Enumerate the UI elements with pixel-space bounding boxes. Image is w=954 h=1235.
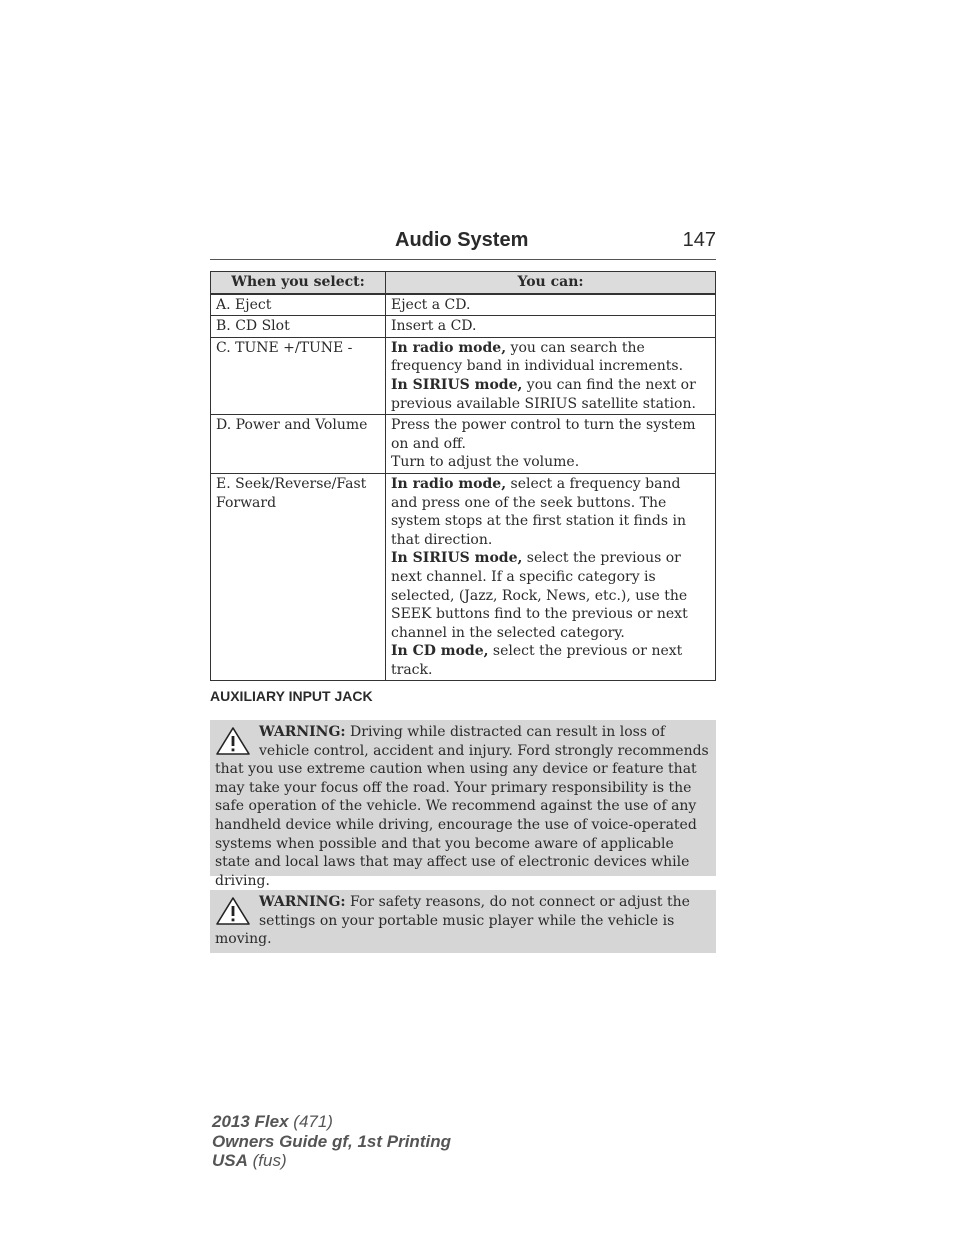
warning-box-music-player	[210, 890, 716, 953]
mode-label: In radio mode,	[391, 475, 507, 492]
description-paragraph	[391, 416, 710, 453]
control-description-cell	[386, 294, 716, 316]
description-paragraph	[391, 549, 710, 642]
warning-triangle-icon	[215, 726, 251, 756]
warning-box-distraction	[210, 720, 716, 889]
description-text: select the previous or next track.	[391, 643, 683, 678]
warning-label: WARNING:	[259, 894, 346, 910]
page-number: 147	[682, 229, 716, 251]
control-name-cell: D. Power and Volume	[211, 415, 386, 474]
description-paragraph	[391, 296, 710, 315]
description-text: Eject a CD.	[391, 296, 471, 313]
controls-table	[210, 271, 716, 681]
control-description-cell	[386, 316, 716, 338]
table-row	[211, 294, 716, 316]
mode-label: In SIRIUS mode,	[391, 376, 523, 393]
footer-line-guide: Owners Guide gf, 1st Printing	[212, 1131, 451, 1151]
column-header-can: You can:	[386, 272, 716, 294]
description-paragraph	[391, 642, 710, 679]
table-row	[211, 415, 716, 474]
description-text: you can find the next or previous available SIRIUS satellite station.	[391, 376, 696, 412]
warning-text: For safety reasons, do not connect or adjust the settings on your portable music player while the vehicle is moving.	[215, 894, 690, 948]
table-header-row	[211, 272, 716, 294]
description-paragraph	[391, 376, 710, 413]
table-row	[211, 316, 716, 338]
description-text: Press the power control to turn the system on and off.	[391, 417, 696, 452]
page-header	[210, 229, 716, 260]
description-paragraph	[391, 453, 710, 472]
footer-line-market: USA (fus)	[212, 1151, 287, 1170]
document-footer	[212, 1112, 451, 1171]
description-text: Turn to adjust the volume.	[391, 454, 580, 471]
control-description-cell	[386, 415, 716, 474]
control-description-cell	[386, 337, 716, 414]
control-name-cell: A. Eject	[211, 294, 386, 316]
mode-label: In SIRIUS mode,	[391, 550, 523, 567]
description-paragraph	[391, 339, 710, 376]
table-row	[211, 473, 716, 681]
description-text: select a frequency band and press one of the seek buttons. The system stops at the first station it finds in that direction.	[391, 475, 686, 548]
footer-line-model: 2013 Flex (471)	[212, 1112, 333, 1131]
warning-label: WARNING:	[259, 724, 346, 740]
description-text: select the previous or next channel. If a specific category is selected, (Jazz, Rock, News, etc.), use the SEEK buttons find to the previous or next channel in the selected category.	[391, 550, 688, 641]
warning-triangle-icon	[215, 896, 251, 926]
control-name-cell: B. CD Slot	[211, 316, 386, 338]
control-name-cell: C. TUNE +/TUNE -	[211, 337, 386, 414]
control-name-cell: E. Seek/Reverse/Fast Forward	[211, 473, 386, 681]
warning-text: Driving while distracted can result in loss of vehicle control, accident and injury. Ford strongly recommends that you use extreme caution when using any device or feature that may take your focus off the road. Your primary responsibility is the safe operation of the vehicle. We recommend against the use of any handheld device while driving, encourage the use of voice-operated systems when possible and that you become aware of applicable state and local laws that may affect use of electronic devices while driving.	[215, 724, 709, 889]
table-row	[211, 337, 716, 414]
description-text: you can search the frequency band in individual increments.	[391, 339, 684, 375]
mode-label: In CD mode,	[391, 643, 489, 660]
section-title: AUXILIARY INPUT JACK	[210, 688, 373, 704]
description-text: Insert a CD.	[391, 318, 477, 335]
description-paragraph	[391, 475, 710, 549]
mode-label: In radio mode,	[391, 339, 507, 356]
column-header-select: When you select:	[211, 272, 386, 294]
page-title: Audio System	[395, 229, 529, 251]
description-paragraph	[391, 317, 710, 336]
control-description-cell	[386, 473, 716, 681]
